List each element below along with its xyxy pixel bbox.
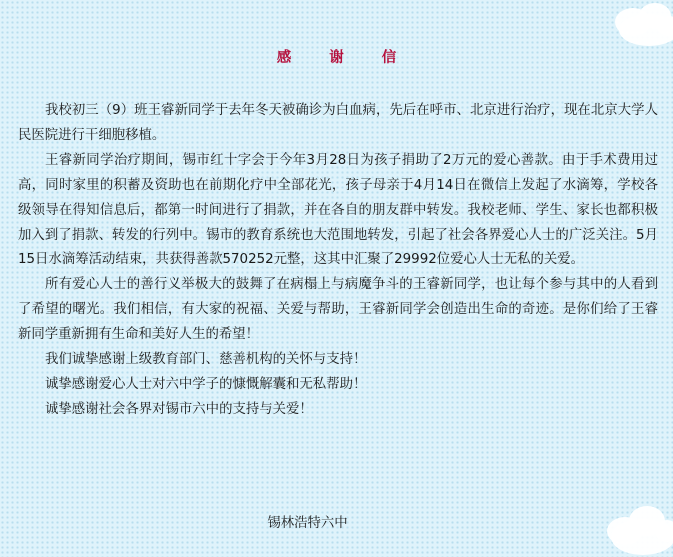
letter-paragraph: 我校初三（9）班王睿新同学于去年冬天被确诊为白血病，先后在呼市、北京进行治疗，现在北京大学人民医院进行干细胞移植。 [18, 103, 658, 143]
letter-body [18, 99, 658, 423]
letter-paragraph: 诚挚感谢社会各界对锡市六中的支持与关爱！ [45, 401, 313, 417]
cloud-icon [593, 0, 673, 52]
letter-title: 感谢信 [276, 50, 435, 66]
letter-paragraph: 所有爱心人士的善行义举极大的鼓舞了在病榻上与病魔争斗的王睿新同学，也让每个参与其中的人看到了希望的曙光。我们相信，有大家的祝福、关爱与帮助，王睿新同学会创造出生命的奇迹。是你们给了王睿新同学重新拥有生命和美好人生的希望！ [18, 277, 658, 343]
cloud-icon [585, 491, 673, 557]
letter-signature: 锡林浩特六中 [267, 516, 348, 531]
letter-paragraph: 诚挚感谢爱心人士对六中学子的慷慨解囊和无私帮助！ [45, 376, 367, 392]
letter-paragraph: 我们诚挚感谢上级教育部门、慈善机构的关怀与支持！ [45, 352, 367, 368]
letter-paragraph: 王睿新同学治疗期间，锡市红十字会于今年3月28日为孩子捐助了2万元的爱心善款。由于手术费用过高，同时家里的积蓄及资助也在前期化疗中全部花光，孩子母亲于4月14日在微信上发起了水滴筹，学校各级领导在得知信息后，都第一时间进行了捐款，并在各自的朋友群中转发。我校老师、学生、家长也都积极加入到了捐款、转发的行列中。锡市的教育系统也大范围地转发，引起了社会各界爱心人士的广泛关注。5月15日水滴筹活动结束，共获得善款570252元整，这其中汇聚了29992位爱心人士无私的关爱。 [18, 152, 658, 268]
